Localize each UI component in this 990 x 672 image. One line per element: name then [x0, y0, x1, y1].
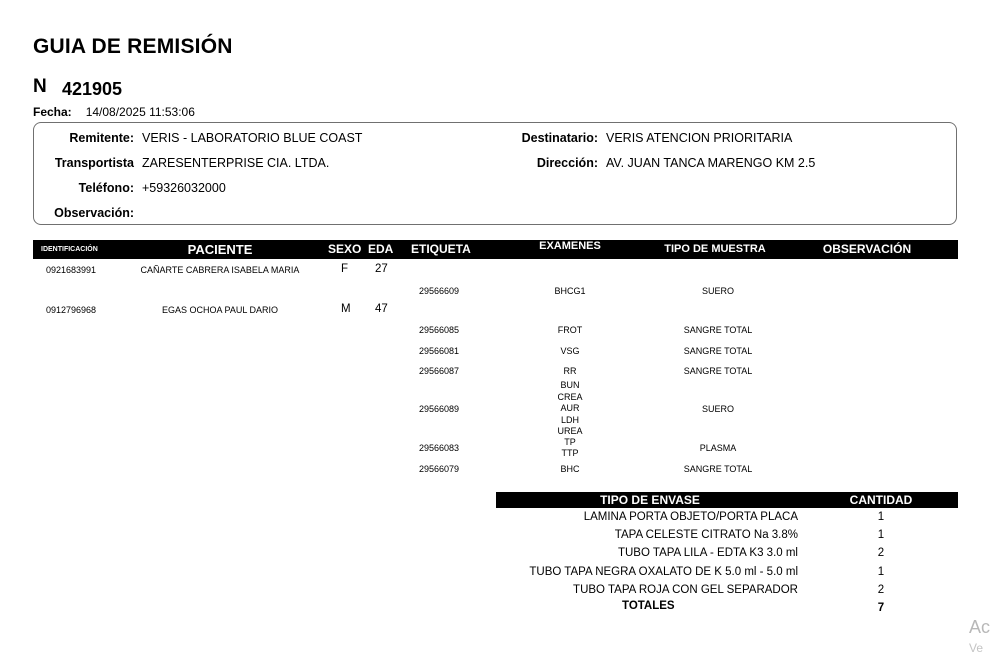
activation-watermark-sub: Ve	[969, 641, 984, 655]
patient-id: 0921683991	[46, 265, 97, 275]
totales-value: 7	[877, 602, 885, 614]
envase-tipo: TUBO TAPA ROJA CON GEL SEPARADOR	[573, 584, 798, 596]
fecha-label: Fecha:	[33, 105, 72, 119]
col-observacion: OBSERVACIÓN	[822, 242, 912, 256]
envase-tipo: TUBO TAPA LILA - EDTA K3 3.0 ml	[617, 547, 798, 559]
patient-name: CAÑARTE CABRERA ISABELA MARIA	[140, 265, 300, 275]
remitente-label: Remitente:	[69, 131, 134, 145]
sample-exam-list	[520, 380, 620, 438]
envases-table-header	[496, 492, 958, 508]
sample-label: 29566079	[419, 464, 460, 474]
telefono-label: Teléfono:	[78, 181, 134, 195]
direccion-label: Dirección:	[536, 156, 598, 170]
destinatario-label: Destinatario:	[521, 131, 598, 145]
patient-sex: M	[341, 303, 351, 315]
sample-exam: UREA	[557, 426, 583, 437]
envase-cantidad: 1	[877, 566, 885, 578]
totales-label: TOTALES	[622, 600, 675, 612]
col-examenes: EXAMENES	[539, 240, 601, 252]
sample-type: SUERO	[701, 286, 734, 296]
sample-exam: AUR	[560, 403, 580, 414]
fecha-value: 14/08/2025 11:53:06	[85, 105, 195, 119]
patient-id: 0912796968	[46, 305, 97, 315]
patient-age: 47	[375, 303, 388, 315]
telefono-value: +59326032000	[142, 181, 226, 195]
envase-cantidad: 1	[877, 529, 885, 541]
transportista-label: Transportista	[54, 156, 134, 170]
envase-cantidad: 1	[877, 511, 885, 523]
envase-tipo: LAMINA PORTA OBJETO/PORTA PLACA	[583, 511, 798, 523]
sample-exam: BHC	[560, 464, 580, 474]
sample-exam: RR	[563, 366, 577, 376]
sample-exam: FROT	[557, 325, 583, 335]
sample-exam: CREA	[557, 391, 583, 402]
col-etiqueta: ETIQUETA	[411, 242, 471, 256]
sample-label: 29566087	[419, 366, 460, 376]
sample-exam: VSG	[560, 346, 580, 356]
envase-cantidad: 2	[877, 584, 885, 596]
document-number: 421905	[62, 79, 123, 99]
sample-exam: LDH	[560, 414, 579, 425]
envase-tipo: TAPA CELESTE CITRATO Na 3.8%	[614, 529, 798, 541]
sample-label: 29566089	[419, 404, 460, 414]
col-cantidad: CANTIDAD	[849, 493, 913, 507]
col-tipo-envase: TIPO DE ENVASE	[600, 493, 700, 507]
sample-type: SUERO	[701, 404, 734, 414]
patient-sex: F	[341, 263, 349, 275]
remitente-value: VERIS - LABORATORIO BLUE COAST	[142, 131, 363, 145]
col-tipo-muestra: TIPO DE MUESTRA	[664, 243, 766, 255]
sample-exam: TP	[564, 437, 576, 447]
patient-age: 27	[375, 263, 388, 275]
sample-type: SANGRE TOTAL	[683, 325, 753, 335]
col-sexo: SEXO	[328, 242, 362, 256]
sample-exam-list	[520, 437, 620, 459]
document-number-prefix: N	[33, 76, 47, 97]
sample-type: SANGRE TOTAL	[683, 366, 753, 376]
destinatario-value: VERIS ATENCION PRIORITARIA	[606, 131, 793, 145]
col-paciente: PACIENTE	[187, 242, 253, 257]
col-identificacion: IDENTIFICACIÓN	[41, 246, 98, 253]
fecha-row	[33, 105, 195, 119]
direccion-value: AV. JUAN TANCA MARENGO KM 2.5	[606, 156, 816, 170]
col-edad: EDA	[368, 242, 394, 256]
transportista-value: ZARESENTERPRISE CIA. LTDA.	[142, 156, 330, 170]
envase-tipo: TUBO TAPA NEGRA OXALATO DE K 5.0 ml - 5.0 ml	[529, 566, 798, 578]
envase-cantidad: 2	[877, 547, 885, 559]
activation-watermark: Ac	[969, 617, 990, 637]
page-title: GUIA DE REMISIÓN	[33, 35, 233, 58]
sample-exam: BHCG1	[554, 286, 586, 296]
sample-label: 29566081	[419, 346, 460, 356]
sample-type: PLASMA	[699, 443, 737, 453]
sample-exam: TTP	[561, 448, 579, 458]
sample-type: SANGRE TOTAL	[683, 346, 753, 356]
sample-type: SANGRE TOTAL	[683, 464, 753, 474]
observacion-label: Observación:	[54, 206, 134, 220]
sample-exam: BUN	[560, 380, 580, 390]
patient-name: EGAS OCHOA PAUL DARIO	[161, 305, 279, 315]
sample-label: 29566083	[419, 443, 460, 453]
sample-label: 29566085	[419, 325, 460, 335]
samples-table-header	[33, 240, 958, 259]
sample-label: 29566609	[419, 286, 460, 296]
